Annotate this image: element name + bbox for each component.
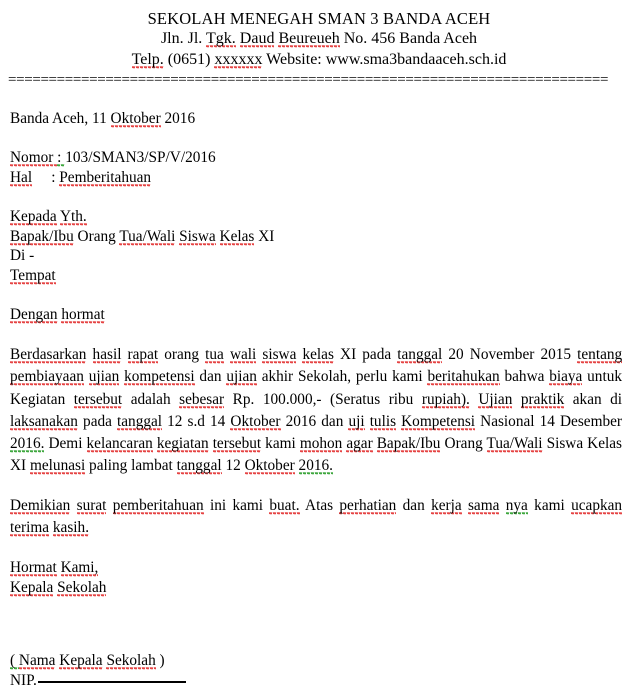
spacer-after-reference [10,188,628,207]
word: terima [10,518,50,536]
word: bahwa [504,368,545,386]
word: XI [10,457,27,475]
header-separator-rule: ========================================================================== [8,73,609,89]
address-beureueh: Beureueh [278,30,340,48]
addressee-line-1 [10,207,628,227]
word: tanggal [117,412,163,430]
word: di [610,390,623,408]
word: ini [209,496,227,514]
word: Kegiatan [10,390,66,408]
word: kami [534,496,565,514]
class-roman: XI [254,227,275,245]
word: untuk [587,368,622,386]
word: rupiah). [421,390,470,408]
word: 14 [210,412,226,430]
word: ucapkan [571,496,623,514]
kepala-word: Kepala [10,578,54,596]
word: lambat [131,457,173,475]
signature-nama: Nama [18,651,56,669]
word: 20 [448,346,464,364]
city-name: Banda Aceh [10,110,85,128]
word: Desember [559,412,622,430]
word: akan [572,390,602,408]
spacer-signature-2 [10,617,628,636]
word: (Seratus [330,390,381,408]
signature-paren-close: ) [155,651,165,669]
word: tulis [369,412,397,430]
spacer-signature-3 [10,636,628,651]
bapak-ibu-word: Bapak/Ibu [10,227,74,245]
word: akhir [261,368,294,386]
website-text: Website: www.sma3bandaaceh.sch.id [262,51,507,69]
spacer-before-closing [10,539,628,558]
word: agar [346,435,373,453]
word: s.d [187,412,205,430]
word: Berdasarkan [10,346,87,364]
tua-wali-word: Tua/Wali [119,227,176,245]
word: laksanakan [10,412,78,430]
word: tersebut [73,390,123,408]
word: kompetensi [124,368,195,386]
dengan-word: Dengan [10,306,58,324]
word: siswa [262,346,297,364]
word: sebesar [179,390,225,408]
signature-kepala: Kepala [59,651,103,669]
word: Kelas [587,435,622,453]
yth-word: Yth. [59,207,87,225]
word: melunasi [29,457,86,475]
spacer-after-addressee [10,286,628,305]
addressee-line-3: Di - [10,247,35,265]
word: Rp. [232,390,255,408]
tempat-word: Tempat [10,267,56,285]
word: adalah [130,390,171,408]
word: Oktober [244,457,295,475]
spacer-after-rule [10,90,628,109]
word: November [469,346,535,364]
spacer-signature-1 [10,598,628,617]
word: 2016. [298,457,333,475]
hal-label: Hal [10,168,33,186]
closing-line-2 [10,578,628,598]
word: kami [232,496,264,514]
word: Atas [305,496,334,514]
signature-name-line [10,651,628,671]
hormat-kami-a: Hormat [10,559,57,577]
hormat-word: hormat [61,306,105,324]
word: ribu [388,390,414,408]
word: hasil [92,346,122,364]
word: tanggal [176,457,222,475]
addressee-space-3 [216,228,220,245]
word: ujian [88,368,120,386]
word: tentang [577,346,623,364]
word: wali [229,346,257,364]
hal-colon: : [32,168,60,186]
place-and-date [10,109,628,129]
closing-space-1 [57,559,61,576]
nip-line [10,671,628,691]
addressee-line-2 [10,227,628,247]
word: kami [265,435,296,453]
word: tua [205,346,224,364]
word: beritahukan [427,368,500,386]
word: praktik [520,390,565,408]
telp-placeholder: xxxxxx [214,51,263,69]
word: pada [83,412,112,430]
school-name: SEKOLAH MENEGAH SMAN 3 BANDA ACEH [147,9,491,28]
spacer-after-salutation [10,325,628,344]
word: kegiatan [156,435,209,453]
spacer-between-paragraphs [10,478,628,495]
word: kami [392,368,423,386]
word: pembiayaan [10,368,84,386]
letter-subject-row [10,168,628,188]
word: Kompetensi [401,412,476,430]
word: kelas [302,346,334,364]
word: tersebut [212,435,262,453]
word: Orang [444,435,483,453]
word: 2016. [10,435,45,453]
word: Tua/Wali [486,435,543,453]
word: 100.000,- [262,390,322,408]
word: uji [348,412,365,430]
school-address [10,29,628,50]
word: orang [164,346,200,364]
hormat-kami-b: Kami, [60,559,99,577]
word: 14 [539,412,555,430]
word: dan [321,412,344,430]
word: Ujian [478,390,513,408]
kelas-word: Kelas [219,227,255,245]
body-paragraph-2 [10,495,628,540]
letterhead [10,8,628,71]
word: pemberitahuan [112,496,204,514]
word: kelancaran [86,435,153,453]
siswa-word: Siswa [179,227,216,245]
nomor-value: 103/SMAN3/SP/V/2016 [65,148,216,166]
word: 2016 [285,412,317,430]
word: buat. [269,496,300,514]
word: Nasional [480,412,535,430]
word: paling [89,457,128,475]
word: dan [199,368,222,386]
body-paragraph-1 [10,344,628,478]
nip-label: NIP. [10,671,37,689]
word: kasih. [52,518,90,536]
telp-number: (0651) [163,51,215,69]
word: nya [505,496,528,514]
salutation [10,305,628,325]
word: sama [467,496,500,514]
word: tanggal [397,346,443,364]
hal-value: Pemberitahuan [59,168,152,186]
signature-sekolah: Sekolah [106,651,156,669]
word: surat [76,496,107,514]
word: mohon [299,435,343,453]
word: perhatian [339,496,397,514]
word: kerja [431,496,462,514]
word: biaya [549,368,583,386]
word: Sekolah, [297,368,352,386]
word: pada [362,346,392,364]
word: Oktober [230,412,281,430]
word: Bapak/Ibu [376,435,441,453]
nip-blank-rule [38,681,186,683]
word: XI [340,346,357,364]
address-daud: Daud [239,30,275,48]
letter-number-row [10,148,628,168]
signature-paren-open: ( [10,651,19,669]
addressee-line-4 [10,266,628,286]
nomor-colon: : [57,148,66,166]
telp-label: Telp. [131,51,164,69]
word: rapat [127,346,159,364]
spacer-after-date [10,129,628,148]
address-tgk: Tgk. [206,30,236,48]
closing-line-1 [10,558,628,578]
word: Demi [48,435,83,453]
word: Demikian [10,496,71,514]
kepada-word: Kepada [10,207,57,225]
school-contact [10,50,628,71]
word: 2015 [540,346,572,364]
word: 12 [167,412,183,430]
nomor-label: Nomor [10,148,58,166]
date-separator: , 11 [84,110,111,128]
sekolah-word: Sekolah [57,578,107,596]
word: Siswa [546,435,584,453]
word: ujian [226,368,257,386]
word: dan [402,496,425,514]
word: 12 [225,457,241,475]
orang-word: Orang [73,227,120,245]
word: perlu [355,368,388,386]
address-suffix: No. 456 Banda Aceh [339,30,478,48]
address-prefix: Jln. Jl. [160,30,206,48]
month-name: Oktober [110,110,161,128]
year-value: 2016 [160,110,196,128]
